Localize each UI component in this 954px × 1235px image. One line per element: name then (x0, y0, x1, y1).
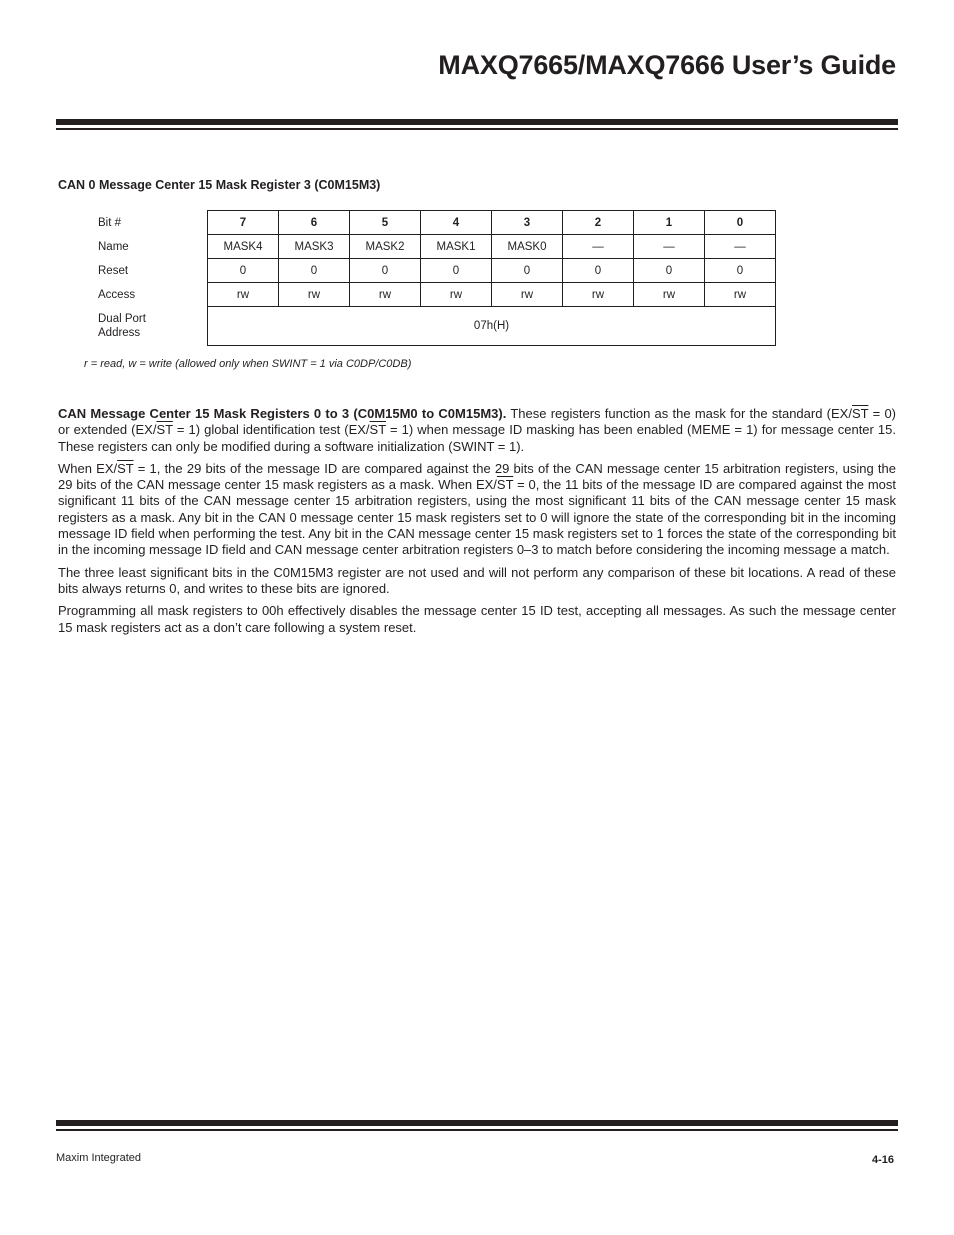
reset-row (88, 259, 776, 283)
name-cell: MASK2 (350, 235, 421, 259)
name-cell: — (634, 235, 705, 259)
st-overline: $\overline{ST}$ (156, 422, 173, 438)
paragraph-2 (58, 461, 896, 559)
access-cell: rw (634, 283, 705, 307)
register-table (88, 210, 776, 346)
paragraph-4: Programming all mask registers to 00h effectively disables the message center 15 ID test, accepting all messages. As such the message center 15 mask registers act as a don’t care following a system reset. (58, 603, 896, 635)
register-heading: CAN 0 Message Center 15 Mask Register 3 (C0M15M3) (58, 178, 381, 192)
address-row (88, 307, 776, 346)
name-cell: MASK3 (279, 235, 350, 259)
reset-cell: 0 (421, 259, 492, 283)
row-label-reset: Reset (98, 264, 129, 277)
access-cell: rw (279, 283, 350, 307)
row-label-name: Name (98, 240, 129, 253)
access-cell: rw (563, 283, 634, 307)
row-label-access: Access (98, 288, 136, 301)
text-span: = 0, the 11 bits of the message ID are compared against the most significant 11 bits of the CAN message center 15 arbitration registers, using the most significant 11 bits of the CAN message center 15 mask registers as a mask. Any bit in the CAN 0 message center 15 mask registers set to 0 will ignore the state of the corresponding bit in the incoming message ID field when performing the test. Any bit in the CAN message center 15 mask registers set to 1 forces the state of the corresponding bit in the incoming message ID field and CAN message center arbitration registers 0–3 to match before considering the incoming message a match. (58, 477, 896, 558)
text-span: = 1, the 29 bits of the message ID are compared against the 29 bits of the CAN message center 15 arbitration registers, using the 29 bits of the CAN message center 15 mask registers as a mask. When EX/ (58, 460, 896, 493)
footer-company: Maxim Integrated (56, 1152, 141, 1164)
reset-cell: 0 (705, 259, 776, 283)
bit-cell: 3 (492, 211, 563, 235)
bit-cell: 4 (421, 211, 492, 235)
footer-rule-thick (56, 1120, 898, 1126)
st-overline: $\overline{ST}$ (851, 406, 869, 421)
name-cell: — (705, 235, 776, 259)
footer-rule-thin (56, 1129, 898, 1131)
access-note: r = read, w = write (allowed only when SWINT = 1 via C0DP/C0DB) (84, 358, 412, 370)
name-cell: MASK4 (208, 235, 279, 259)
address-cell: 07h(H) (208, 307, 776, 346)
name-cell: — (563, 235, 634, 259)
bit-number-row (88, 211, 776, 235)
st-overline: $\overline{ST}$ (496, 477, 514, 493)
name-row (88, 235, 776, 259)
reset-cell: 0 (563, 259, 634, 283)
address-label-line1: Dual Port (98, 313, 146, 325)
bit-cell: 1 (634, 211, 705, 235)
reset-cell: 0 (634, 259, 705, 283)
text-span: = 0) or extended (EX/ (58, 406, 897, 438)
address-label-line2: Address (98, 327, 141, 339)
row-label-bit: Bit # (98, 216, 122, 229)
name-cell: MASK0 (492, 235, 563, 259)
text-span: These registers function as the mask for the standard (EX/ (506, 406, 852, 421)
bit-cell: 0 (705, 211, 776, 235)
reset-cell: 0 (279, 259, 350, 283)
row-label-address (88, 307, 208, 346)
access-cell: rw (421, 283, 492, 307)
bit-cell: 6 (279, 211, 350, 235)
paragraph-1 (58, 406, 896, 455)
header-rule-thin (56, 128, 898, 130)
access-cell: rw (705, 283, 776, 307)
bit-cell: 7 (208, 211, 279, 235)
access-row (88, 283, 776, 307)
reset-cell: 0 (350, 259, 421, 283)
bit-cell: 2 (563, 211, 634, 235)
paragraph-1-lead: CAN Message Center 15 Mask Registers 0 to 3 (C0M15M0 to C0M15M3). (58, 406, 507, 421)
text-span: When EX/ (58, 460, 118, 476)
reset-cell: 0 (492, 259, 563, 283)
header-rule-thick (56, 119, 898, 125)
access-cell: rw (492, 283, 563, 307)
text-span: = 1) when message ID masking has been enabled (MEME = 1) for message center 15. These registers can only be modified during a software initialization (SWINT = 1). (58, 422, 896, 454)
name-cell: MASK1 (421, 235, 492, 259)
text-span: = 1) global identification test (EX/ (172, 422, 370, 438)
body-text (58, 406, 896, 642)
paragraph-3: The three least significant bits in the C0M15M3 register are not used and will not perform any comparison of these bit locations. A read of these bits always returns 0, and writes to these bits are ignored. (58, 564, 896, 596)
access-cell: rw (350, 283, 421, 307)
reset-cell: 0 (208, 259, 279, 283)
document-title: MAXQ7665/MAXQ7666 User’s Guide (438, 50, 896, 80)
access-cell: rw (208, 283, 279, 307)
bit-cell: 5 (350, 211, 421, 235)
st-overline: $\overline{ST}$ (117, 460, 134, 476)
st-overline: $\overline{ST}$ (369, 422, 386, 438)
page-number: 4-16 (871, 1154, 894, 1166)
